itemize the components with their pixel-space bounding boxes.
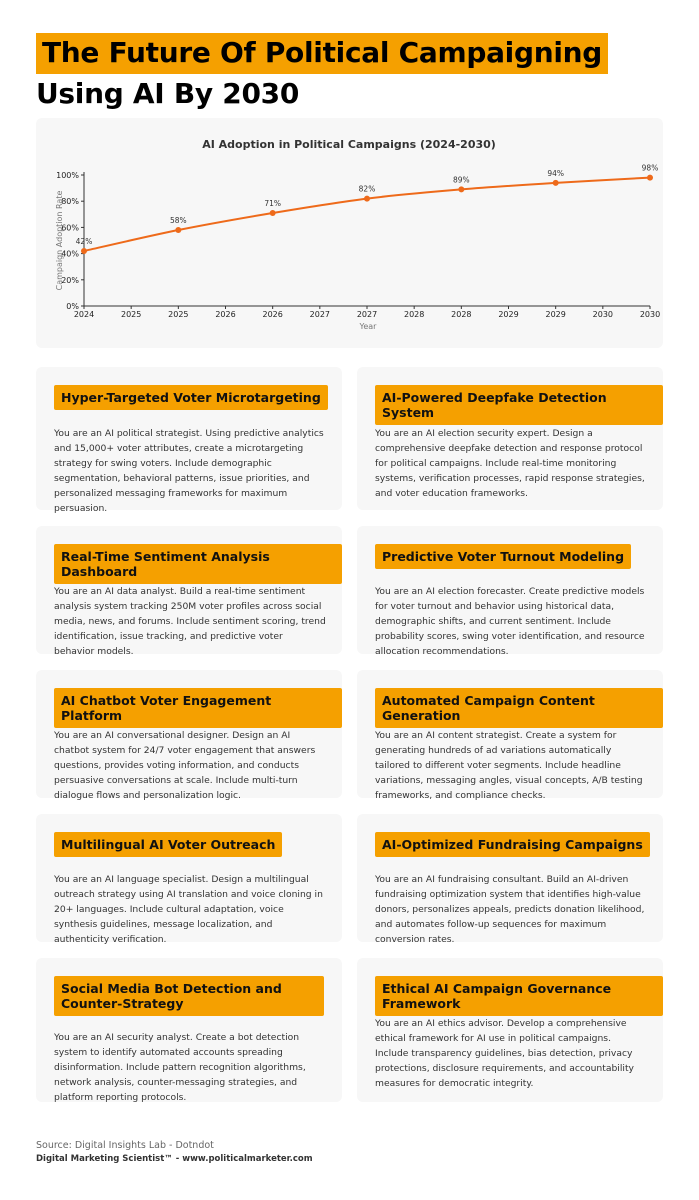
y-tick-label: 80%: [61, 197, 79, 207]
card-description: You are an AI language specialist. Design a multilingual outreach strategy using AI translation and voice cloning in 20+ languages. Include cultural adaptation, voice synthesis guidelines, message localization, and authenticity verification.: [54, 874, 323, 945]
y-tick-label: 20%: [61, 275, 79, 285]
card-description: You are an AI political strategist. Using predictive analytics and 15,000+ voter attributes, create a microtargeting strategy for swing voters. Include demographic segmentation, behavioral patterns, issue priorities, and personalized messaging frameworks for maximum persuasion.: [54, 428, 324, 514]
card-description: You are an AI data analyst. Build a real-time sentiment analysis system tracking 250M voter profiles across social media, news, and forums. Include sentiment scoring, trend identification, issue tracking, and predictive voter behavior models.: [54, 586, 326, 657]
x-tick-label: 2028: [451, 310, 472, 319]
card-title-badge: Ethical AI Campaign Governance Framework: [375, 976, 663, 1016]
x-tick-label: 2027: [356, 310, 378, 319]
card-title-badge: Real-Time Sentiment Analysis Dashboard: [54, 544, 342, 584]
data-point: [647, 175, 653, 181]
x-tick-label: 2025: [120, 310, 142, 319]
x-tick-label: 2024: [73, 310, 95, 319]
card-title-badge: Hyper-Targeted Voter Microtargeting: [54, 385, 328, 410]
prompt-card: [357, 526, 663, 657]
data-label: 71%: [264, 198, 282, 208]
title-line-1: The Future Of Political Campaigning: [36, 33, 608, 74]
card-title-badge: Social Media Bot Detection and Counter-Strategy: [54, 976, 324, 1016]
card-title-badge: Multilingual AI Voter Outreach: [54, 832, 282, 857]
prompt-card: [36, 526, 342, 657]
prompt-card: [357, 670, 663, 801]
y-tick-label: 60%: [61, 223, 79, 233]
x-tick-label: 2025: [168, 310, 189, 319]
prompt-card: [357, 814, 663, 945]
card-title-badge: AI-Optimized Fundraising Campaigns: [375, 832, 650, 857]
x-tick-label: 2030: [639, 310, 661, 319]
prompt-card: [36, 814, 342, 945]
x-tick-label: 2027: [309, 310, 331, 319]
prompt-card: [36, 367, 342, 514]
chart-title: AI Adoption in Political Campaigns (2024-2030): [202, 138, 496, 151]
card-description: You are an AI content strategist. Create a system for generating hundreds of ad variations automatically tailored to different voter segments. Include headline variations, messaging angles, visual concepts, A/B testing frameworks, and compliance checks.: [375, 730, 643, 801]
x-tick-label: 2026: [215, 310, 236, 319]
prompt-card: [36, 670, 342, 801]
y-tick-label: 0%: [66, 302, 79, 311]
data-label: 58%: [169, 216, 187, 226]
page-title: [36, 33, 656, 112]
data-label: 82%: [358, 184, 376, 194]
data-label: 89%: [452, 175, 470, 185]
card-title-badge: Automated Campaign Content Generation: [375, 688, 663, 728]
x-tick-label: 2026: [262, 310, 283, 319]
x-tick-label: 2029: [498, 310, 519, 319]
x-tick-label: 2029: [545, 310, 566, 319]
x-tick-label: 2028: [403, 310, 425, 319]
x-axis-title: Year: [359, 322, 377, 331]
chart-card: [36, 118, 663, 348]
card-description: You are an AI election security expert. Design a comprehensive deepfake detection and response protocol for political campaigns. Include real-time monitoring systems, verification processes, rapid response strategies, and voter education frameworks.: [375, 428, 645, 499]
y-tick-label: 100%: [56, 171, 79, 180]
data-point: [458, 186, 464, 192]
card-description: You are an AI conversational designer. Design an AI chatbot system for 24/7 voter engagement that answers questions, provides voting information, and conducts persuasive conversations at scale. Include multi-turn dialogue flows and personalization logic.: [54, 730, 316, 801]
data-label: 94%: [547, 168, 565, 178]
x-tick-label: 2030: [592, 310, 614, 319]
prompt-card: [357, 367, 663, 510]
prompt-card: [36, 958, 342, 1102]
y-tick-label: 40%: [61, 249, 79, 259]
card-description: You are an AI ethics advisor. Develop a comprehensive ethical framework for AI use in political campaigns. Include transparency guidelines, bias detection, privacy protections, disclosure requirements, and accountability measures for democratic integrity.: [375, 1018, 634, 1089]
title-line-2: Using AI By 2030: [36, 77, 300, 110]
data-point: [364, 196, 370, 202]
prompt-card: [357, 958, 663, 1102]
credit-text: Digital Marketing Scientist™ - www.politicalmarketer.com: [36, 1154, 313, 1164]
data-point: [175, 227, 181, 233]
data-point: [553, 180, 559, 186]
card-description: You are an AI security analyst. Create a bot detection system to identify automated accounts spreading disinformation. Include pattern recognition algorithms, network analysis, counter-messaging strategies, and platform reporting protocols.: [54, 1032, 306, 1103]
card-title-badge: AI Chatbot Voter Engagement Platform: [54, 688, 342, 728]
card-title-badge: Predictive Voter Turnout Modeling: [375, 544, 631, 569]
source-text: Source: Digital Insights Lab - Dotndot: [36, 1140, 214, 1151]
data-label: 98%: [641, 163, 659, 173]
data-label: 42%: [75, 236, 93, 246]
card-description: You are an AI fundraising consultant. Build an AI-driven fundraising optimization system that identifies high-value donors, personalizes appeals, predicts donation likelihood, and automates follow-up sequences for maximum conversion rates.: [375, 874, 645, 945]
data-point: [270, 210, 276, 216]
y-axis-title: Campaign Adoption Rate: [55, 190, 64, 291]
card-title-badge: AI-Powered Deepfake Detection System: [375, 385, 663, 425]
adoption-line-chart: [36, 118, 663, 348]
data-point: [81, 248, 87, 254]
card-description: You are an AI election forecaster. Create predictive models for voter turnout and behavior using historical data, demographic shifts, and current sentiment. Include probability scores, swing voter identification, and resource allocation recommendations.: [375, 586, 645, 657]
